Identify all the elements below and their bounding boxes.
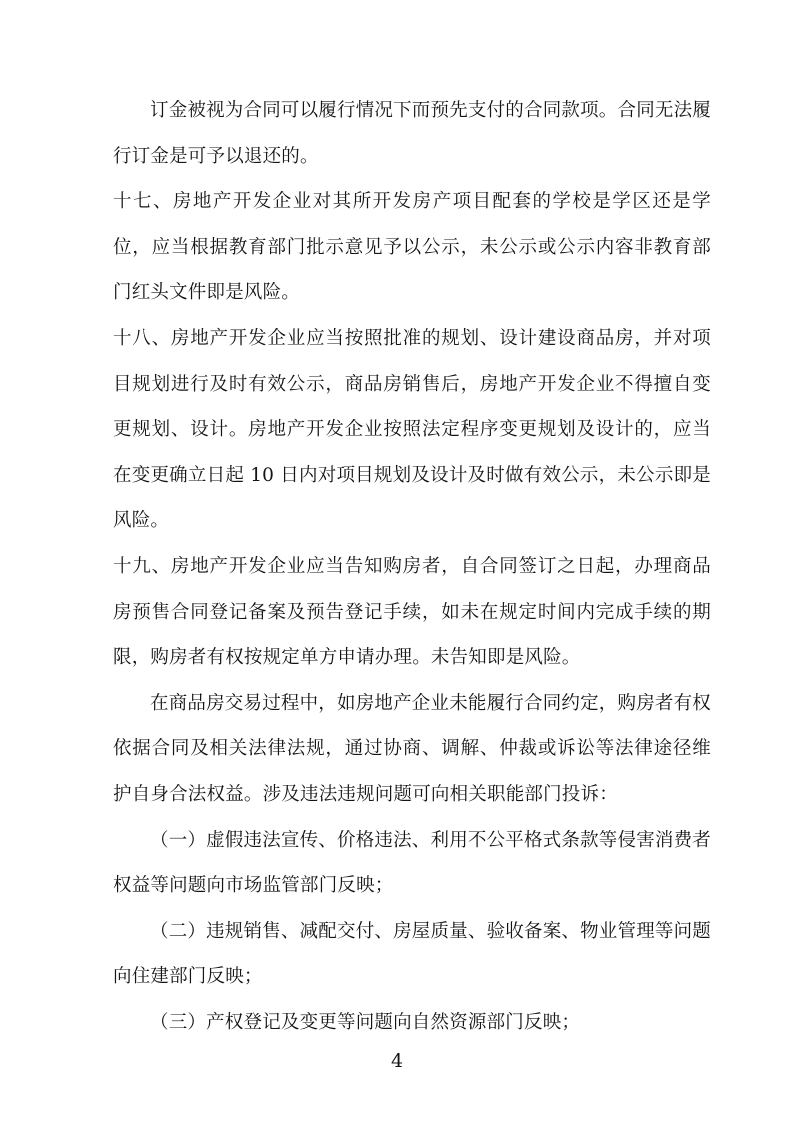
document-body xyxy=(113,88,711,1045)
page-number: 4 xyxy=(390,1050,404,1072)
paragraph: 十八、房地产开发企业应当按照批准的规划、设计建设商品房，并对项目规划进行及时有效公示，商品房销售后，房地产开发企业不得擅自变更规划、设计。房地产开发企业按照法定程序变更规划及设计的，应当在变更确立日起 10 日内对项目规划及设计及时做有效公示，未公示即是风险。 xyxy=(113,327,711,532)
paragraph: 十九、房地产开发企业应当告知购房者，自合同签订之日起，办理商品房预售合同登记备案及预告登记手续，如未在规定时间内完成手续的期限，购房者有权按规定单方申请办理。未告知即是风险。 xyxy=(113,555,711,669)
paragraph: 十七、房地产开发企业对其所开发房产项目配套的学校是学区还是学位，应当根据教育部门批示意见予以公示，未公示或公示内容非教育部门红头文件即是风险。 xyxy=(113,191,711,304)
paragraph: 在商品房交易过程中，如房地产企业未能履行合同约定，购房者有权依据合同及相关法律法规，通过协商、调解、仲裁或诉讼等法律途径维护自身合法权益。涉及违法违规问题可向相关职能部门投诉： xyxy=(113,692,712,805)
paragraph: （一）虚假违法宣传、价格违法、利用不公平格式条款等侵害消费者权益等问题向市场监管部门反映； xyxy=(113,829,712,897)
paragraph: 订金被视为合同可以履行情况下而预先支付的合同款项。合同无法履行订金是可予以退还的。 xyxy=(113,100,712,167)
paragraph: （二）违规销售、减配交付、房屋质量、验收备案、物业管理等问题向住建部门反映； xyxy=(113,920,712,988)
paragraph: （三）产权登记及变更等问题向自然资源部门反映； xyxy=(150,1011,581,1033)
